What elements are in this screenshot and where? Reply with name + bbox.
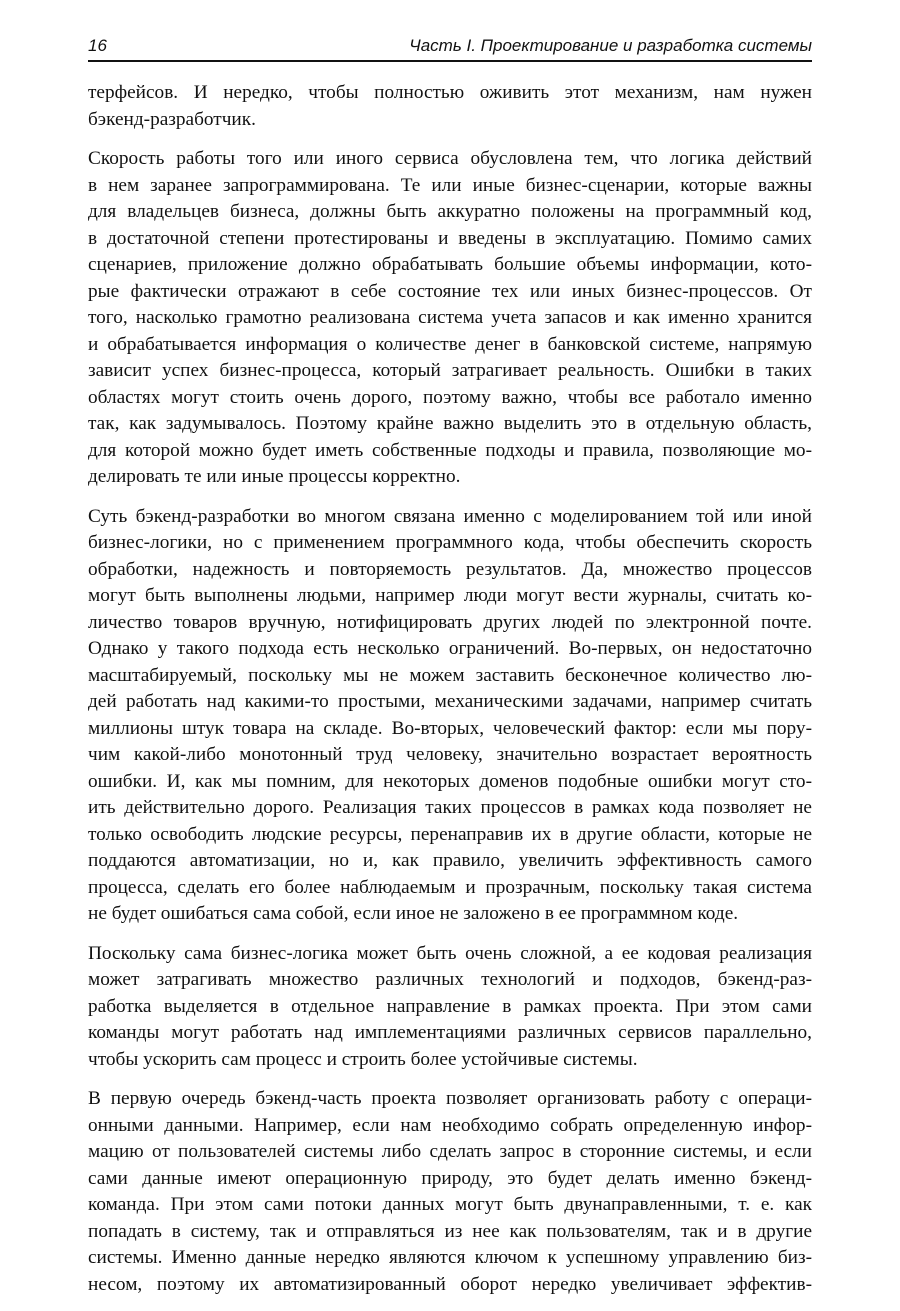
paragraph (88, 941, 812, 1074)
text-line: Однако у такого подхода есть несколько ограничений. Во-первых, он недостаточно (88, 638, 812, 659)
text-line: рые фактически отражают в себе состояние тех или иных бизнес-процессов. От (88, 280, 812, 302)
text-line: Поскольку сама бизнес-логика может быть очень сложной, а ее кодовая реализация (88, 942, 812, 964)
text-line: для владельцев бизнеса, должны быть аккуратно положены на программный код, (88, 201, 812, 222)
text-line: масштабируемый, поскольку мы не можем заставить бесконечное количество лю- (88, 664, 812, 686)
text-line: Скорость работы того или иного сервиса обусловлена тем, что логика действий (88, 148, 812, 169)
text-line: несом, поэтому их автоматизированный оборот нередко увеличивает эффектив- (88, 1273, 812, 1295)
text-line: попадать в систему, так и отправляться из нее как пользователям, так и в другие (88, 1220, 812, 1242)
page-body (88, 80, 812, 1311)
text-line: команды могут работать над имплементациями различных сервисов параллельно, (88, 1022, 812, 1043)
text-line: делировать те или иные процессы корректно. (88, 466, 461, 487)
text-line: дей работать над какими-то простыми, механическими задачами, например считать (88, 691, 812, 712)
text-line: не будет ошибаться сама собой, если иное не заложено в ее программном коде. (88, 903, 739, 924)
text-line: команда. При этом сами потоки данных могут быть двунаправленными, т. е. как (88, 1194, 812, 1215)
text-line: миллионы штук товара на складе. Во-вторых, человеческий фактор: если мы пору- (88, 717, 812, 739)
text-line: чтобы ускорить сам процесс и строить более устойчивые системы. (88, 1048, 638, 1070)
text-line: только освободить людские ресурсы, перенаправив их в другие области, которые не (88, 823, 812, 845)
text-line: зависит успех бизнес-процесса, который затрагивает реальность. Ошибки в таких (88, 360, 812, 381)
text-line: бэкенд-разработчик. (88, 108, 256, 130)
text-line: ошибки. И, как мы помним, для некоторых доменов подобные ошибки могут сто- (88, 770, 812, 792)
paragraph (88, 1086, 812, 1298)
text-line: могут быть выполнены людьми, например люди могут вести журналы, считать ко- (88, 585, 812, 606)
text-line: и обрабатывается информация о количестве денег в банковской системе, напрямую (88, 333, 812, 355)
text-line: ить действительно дорого. Реализация таких процессов в рамках кода позволяет не (88, 797, 812, 818)
paragraph (88, 504, 812, 928)
text-line: терфейсов. И нередко, чтобы полностью оживить этот механизм, нам нужен (88, 82, 812, 103)
text-line: для которой можно будет иметь собственные подходы и правила, позволяющие мо- (88, 439, 812, 461)
text-line: в достаточной степени протестированы и введены в эксплуатацию. Помимо самих (88, 227, 812, 249)
text-line: так, как задумывалось. Поэтому крайне важно выделить это в отдельную область, (88, 413, 812, 434)
text-line: В первую очередь бэкенд-часть проекта позволяет организовать работу с операци- (88, 1088, 812, 1109)
running-title: Часть I. Проектирование и разработка системы (409, 36, 812, 55)
running-header (88, 34, 812, 62)
text-line: того, насколько грамотно реализована система учета запасов и как именно хранится (88, 307, 812, 328)
text-line: сами данные имеют операционную природу, это будет делать именно бэкенд- (88, 1167, 812, 1189)
text-line: может затрагивать множество различных технологий и подходов, бэкенд-раз- (88, 969, 812, 990)
text-line: поддаются автоматизации, но и, как правило, увеличить эффективность самого (88, 850, 812, 871)
text-line: сценариев, приложение должно обрабатывать большие объемы информации, кото- (88, 254, 812, 275)
text-line: мацию от пользователей системы либо сделать запрос в сторонние системы, и если (88, 1141, 812, 1162)
text-line: онными данными. Например, если нам необходимо собрать определенную инфор- (88, 1114, 812, 1136)
text-line: системы. Именно данные нередко являются ключом к успешному управлению биз- (88, 1247, 812, 1268)
text-line: работка выделяется в отдельное направление в рамках проекта. При этом сами (88, 995, 812, 1017)
paragraph (88, 146, 812, 491)
text-line: обработки, надежность и повторяемость результатов. Да, множество процессов (88, 558, 812, 580)
page-number: 16 (88, 36, 107, 55)
text-line: в нем заранее запрограммирована. Те или иные бизнес-сценарии, которые важны (88, 174, 812, 196)
text-line: процесса, сделать его более наблюдаемым и прозрачным, поскольку такая система (88, 876, 812, 898)
text-line: бизнес-логики, но с применением программного кода, чтобы обеспечить скорость (88, 532, 812, 553)
text-line: чим какой-либо монотонный труд человеку, значительно возрастает вероятность (88, 744, 812, 765)
text-line: личество товаров вручную, нотифицировать других людей по электронной почте. (88, 611, 812, 633)
paragraph (88, 80, 812, 133)
text-line: областях могут стоить очень дорого, поэтому важно, чтобы все работало именно (88, 386, 812, 408)
text-line: Суть бэкенд-разработки во многом связана именно с моделированием той или иной (88, 505, 812, 527)
